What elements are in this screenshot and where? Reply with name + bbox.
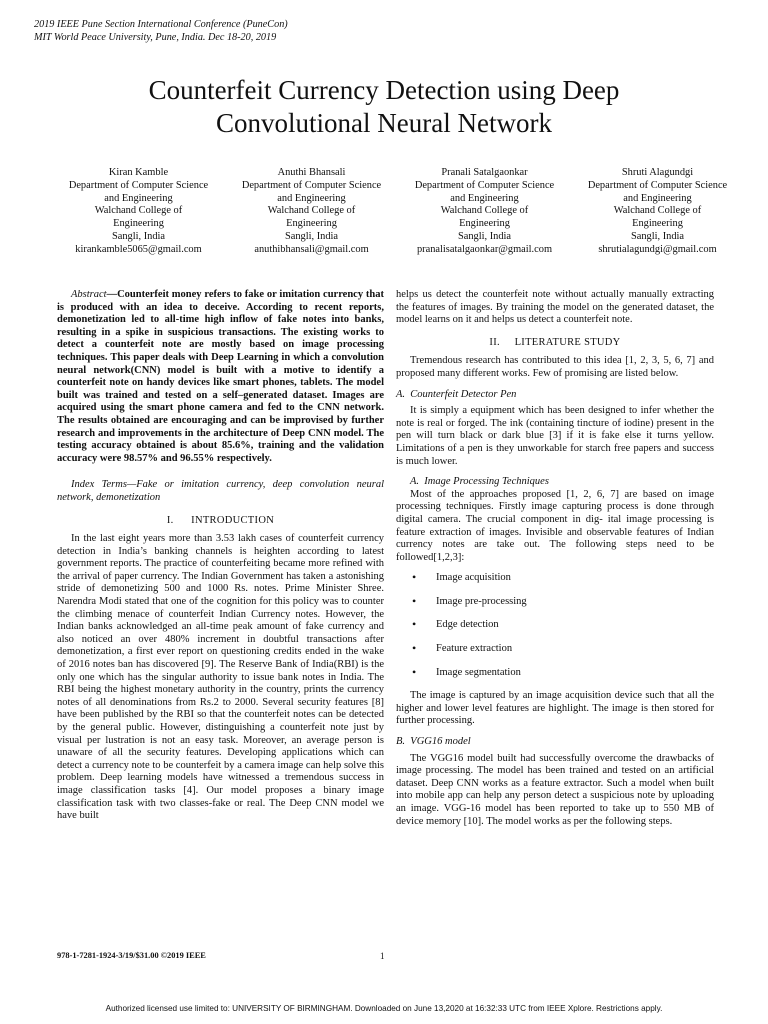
title-line-2: Convolutional Neural Network [216, 108, 552, 138]
image-processing-after-text: The image is captured by an image acquisition device such that all the higher and lower level features are highlight. The image is then stored for further processing. [396, 690, 714, 727]
author-city: Sangli, India [284, 230, 339, 242]
list-item: • Image acquisition [410, 572, 714, 585]
author-name: Pranali Satalgaonkar [441, 167, 528, 178]
author-institution: Engineering [286, 218, 337, 230]
author-institution: Walchand College of [267, 205, 356, 217]
author-dept: Department of Computer Science [587, 179, 728, 191]
conference-header [34, 18, 288, 44]
subsection-heading-detector-pen: A. Counterfeit Detector Pen [396, 388, 517, 400]
section-heading-introduction: I. INTRODUCTION [166, 514, 275, 526]
list-item: • Edge detection [410, 619, 714, 632]
author-institution: Engineering [632, 218, 683, 230]
author-dept: and Engineering [623, 192, 692, 204]
author-block [52, 167, 744, 257]
conference-venue: MIT World Peace University, Pune, India. Dec 18-20, 2019 [34, 32, 277, 43]
author-email[interactable]: pranalisatalgaonkar@gmail.com [416, 243, 553, 255]
author-city: Sangli, India [630, 230, 685, 242]
author-dept: Department of Computer Science [241, 179, 382, 191]
left-column [57, 289, 384, 829]
detector-pen-text: It is simply a equipment which has been designed to infer whether the note is real or forged. The ink (containing tincture of iodine) present in the pen will turn black or dark blue [3] if it is fake else it turns yellow. Limitations of a pen is they unworkable for starch free papers and success is much lower. [396, 405, 714, 467]
paper-title [40, 74, 728, 140]
author-email[interactable]: kirankamble5065@gmail.com [75, 243, 202, 255]
author-email[interactable]: anuthibhansali@gmail.com [254, 243, 369, 255]
abstract-label: Abstract [71, 289, 107, 300]
image-processing-text: Most of the approaches proposed [1, 2, 6, 7] are based on image processing techniques. Firstly image capturing process is done through digital camera. The crucial component in dig- ital image processing is feature extraction of images. Invisible and observable features of Indian currency notes are take out. The following steps need to be followed[1,2,3]: [396, 488, 714, 563]
license-notice: Authorized licensed use limited to: UNIVERSITY OF BIRMINGHAM. Downloaded on June 13,2020 at 16:32:33 UTC from IEEE Xplore. Restrictions apply. [105, 1004, 663, 1013]
author-4 [571, 167, 744, 257]
abstract [57, 289, 384, 465]
author-3 [398, 167, 571, 257]
author-city: Sangli, India [457, 230, 512, 242]
processing-steps-list [396, 572, 714, 679]
author-name: Shruti Alagundgi [621, 167, 694, 178]
author-institution: Engineering [459, 218, 510, 230]
subsection-heading-image-processing: A. Image Processing Techniques [410, 476, 549, 488]
author-2 [225, 167, 398, 257]
subsection-heading-vgg16: B. VGG16 model [396, 736, 471, 748]
continued-text: helps us detect the counterfeit note without actually manually extracting the features of images. By training the model on the generated dataset, the model learns on it and helps us detect a counterfeit note. [396, 289, 714, 326]
author-dept: Department of Computer Science [68, 179, 209, 191]
abstract-text: —Counterfeit money refers to fake or imitation currency that is produced with an idea to deceive. According to recent reports, demonetization led to all-time high inflow of fake notes into banks, resulting in a spike in suspicious transactions. The existing works to detect a counterfeit note are mostly based on image processing techniques. This paper deals with Deep Learning in which a convolution neural network(CNN) model is built with a motive to identify a counterfeit note on handy devices like smart phones, tablets. The model built was trained and tested on a self–generated dataset. Images are acquired using the smart phone camera and fed to the CNN network. The results obtained are encouraging and can be improvised by further research and improvements in the architecture of Deep CNN model. The testing accuracy obtained is about 85.6%, training and the validation accuracy were 98.57% and 96.55% respectively. [57, 289, 384, 464]
section-heading-literature-study: II. LITERATURE STUDY [489, 336, 621, 348]
author-institution: Walchand College of [613, 205, 702, 217]
author-institution: Walchand College of [94, 205, 183, 217]
list-item: • Feature extraction [410, 643, 714, 656]
author-name: Kiran Kamble [108, 167, 169, 178]
author-1 [52, 167, 225, 257]
vgg16-text: The VGG16 model built had successfully overcome the drawbacks of image processing. The model has been trained and tested on an artificial dataset. Deep CNN works as a feature extractor. Such a model when built into mobile app can help any person detect a suspicious note by uploading an image. VGG-16 model has been reported to take up to 550 MB of device memory [10]. The model works as per the following steps. [396, 752, 714, 827]
author-city: Sangli, India [111, 230, 166, 242]
author-dept: and Engineering [104, 192, 173, 204]
conference-name: 2019 IEEE Pune Section International Conference (PuneCon) [34, 19, 288, 30]
title-line-1: Counterfeit Currency Detection using Deep [148, 75, 620, 105]
author-dept: Department of Computer Science [414, 179, 555, 191]
author-dept: and Engineering [277, 192, 346, 204]
author-email[interactable]: shrutialagundgi@gmail.com [598, 243, 717, 255]
list-item: • Image pre-processing [410, 596, 714, 609]
index-terms: Index Terms—Fake or imitation currency, deep convolution neural network, demonetization [57, 479, 384, 503]
isbn-footer: 978-1-7281-1924-3/19/$31.00 ©2019 IEEE [57, 951, 206, 960]
introduction-text: In the last eight years more than 3.53 lakh cases of counterfeit currency detection in India’s banking channels is heighten according to latest government reports. The practice of counterfeiting became more refined with the arrival of paper currency. The Indian Government has taken a astonishing stride of demonetizing 500 and 1000 Rs. notes. Prime Minister Shree. Narendra Modi stated that one of the cognition for this policy was to counter the climbing menace of counterfeit Indian Currency notes. However, the Indian banks acknowledged an all-time peak amount of fake currency and also noticed an over 480% increment in doubtful transactions after demonetization, a first ever report on questioning credits ended in the wake of 2016 notes ban has discovered [9]. The Reserve Bank of India(RBI) is the only one which has the singular authority to issue bank notes in India. The RBI being the highest monetary authority in the country, prints the currency notes of all denominations from Rs.2 to 2000. Several security features [8] have been published by the RBI so that the counterfeit notes can be detected by the general public. However, distinguishing a counterfeit note just by visual per lustration is not an easy task. Moreover, an average person is unaware of all the security features. Developing applications which can detect a currency note to be counterfeit by a camera image can help solve this problem. Deep learning models have witnessed a tremendous success in image classification tasks [4]. Our model proposes a binary image classification task with two classes-fake or real. The Deep CNN model we have built [57, 533, 384, 822]
page-number: 1 [380, 951, 385, 961]
list-item: • Image segmentation [410, 667, 714, 680]
author-dept: and Engineering [450, 192, 519, 204]
author-name: Anuthi Bhansali [277, 167, 346, 178]
right-column [396, 289, 714, 834]
author-institution: Engineering [113, 218, 164, 230]
literature-study-text: Tremendous research has contributed to this idea [1, 2, 3, 5, 6, 7] and proposed many different works. Few of promising are listed below. [396, 355, 714, 379]
author-institution: Walchand College of [440, 205, 529, 217]
